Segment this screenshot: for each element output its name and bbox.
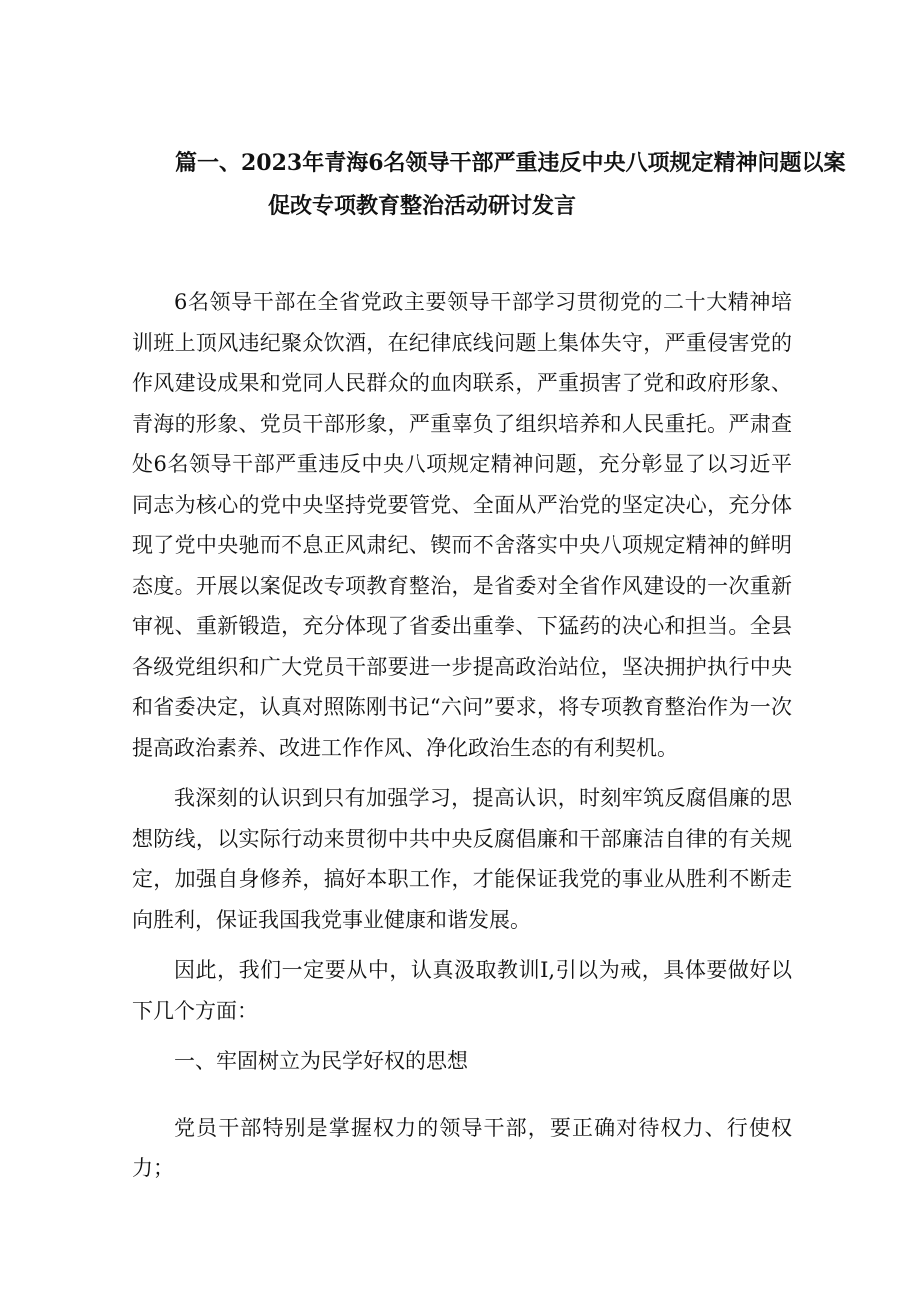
- title-line-2: 促改专项教育整治活动研讨发言: [268, 193, 577, 219]
- paragraph-power: 党员干部特别是掌握权力的领导干部，要正确对待权力、行使权力；: [132, 1115, 792, 1180]
- title-line-1: 篇一、2023年青海6名领导干部严重违反中央八项规定精神问题以案: [175, 150, 846, 176]
- document-body: [132, 282, 792, 1199]
- paragraph-therefore: 因此，我们一定要从中，认真汲取教训I,引以为戒，具体要做好以下几个方面：: [132, 958, 792, 1023]
- section-heading-1: 一、牢固树立为民学好权的思想: [174, 1049, 468, 1073]
- document-title: [120, 142, 846, 228]
- paragraph-intro: 6名领导干部在全省党政主要领导干部学习贯彻党的二十大精神培训班上顶风违纪聚众饮酒，在纪律底线问题上集体失守，严重侵害党的作风建设成果和党同人民群众的血肉联系，严重损害了党和政府形象、青海的形象、党员干部形象，严重辜负了组织培养和人民重托。严肃查处6名领导干部严重违反中央八项规定精神问题，充分彰显了以习近平同志为核心的党中央坚持党要管党、全面从严治党的坚定决心，充分体现了党中央驰而不息正风肃纪、锲而不舍落实中央八项规定精神的鲜明态度。开展以案促改专项教育整治，是省委对全省作风建设的一次重新审视、重新锻造，充分体现了省委出重拳、下猛药的决心和担当。全县各级党组织和广大党员干部要进一步提高政治站位，坚决拥护执行中央和省委决定，认真对照陈刚书记“六问”要求，将专项教育整治作为一次提高政治素养、改进工作作风、净化政治生态的有利契机。: [132, 290, 792, 760]
- paragraph-understanding: 我深刻的认识到只有加强学习，提高认识，时刻牢筑反腐倡廉的思想防线，以实际行动来贯彻中共中央反腐倡廉和干部廉洁自律的有关规定，加强自身修养，搞好本职工作，才能保证我党的事业从胜利不断走向胜利，保证我国我党事业健康和谐发展。: [132, 786, 792, 932]
